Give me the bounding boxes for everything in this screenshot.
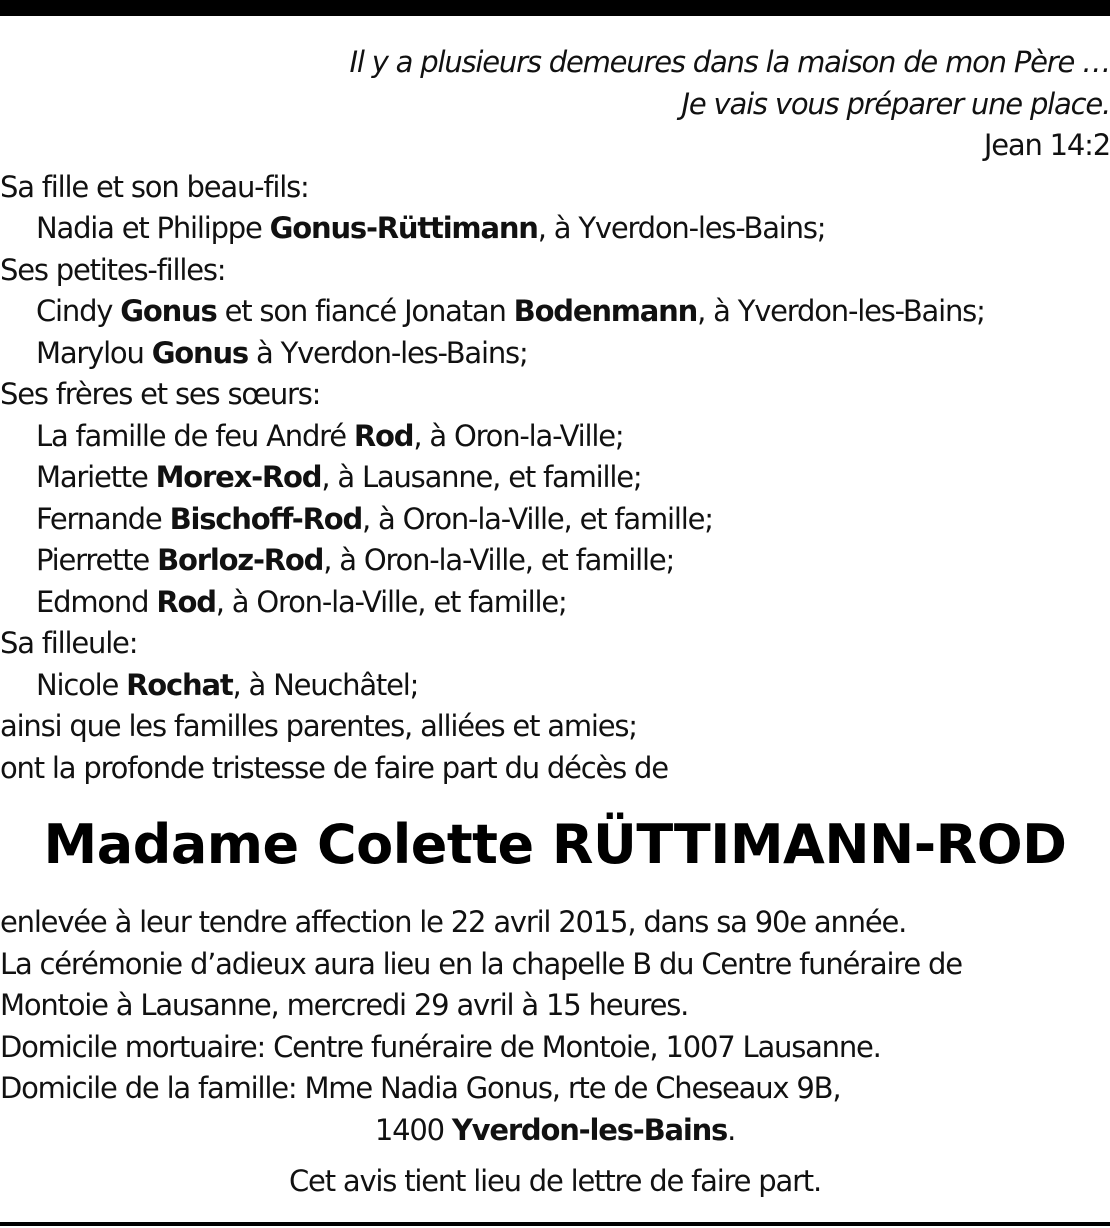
entry-location: , à Yverdon-les-Bains; (537, 211, 826, 245)
entry-location: à Yverdon-les-Bains; (247, 335, 528, 370)
entry-first-names: Mariette (36, 460, 156, 494)
top-rule (0, 0, 1110, 16)
epigraph-line-2: Je vais vous préparer une place. (681, 86, 1110, 121)
families-line: ainsi que les familles parentes, alliées et amies; (0, 709, 637, 743)
entry-first-names: La famille de feu André (36, 418, 354, 453)
address-period: . (727, 1112, 736, 1147)
entry-first-names: Nicole (36, 667, 127, 702)
entry-relation: et son fiancé Jonatan (216, 294, 514, 328)
ceremony-details (0, 902, 1110, 1151)
family-entry (0, 416, 1110, 458)
family-entry (0, 457, 1110, 499)
announcement-line: ont la profonde tristesse de faire part du décès de (0, 750, 668, 785)
obituary-notice (0, 42, 1110, 1203)
details-line-4: Domicile mortuaire: Centre funéraire de Montoie, 1007 Lausanne. (0, 1029, 881, 1064)
deceased-name: Madame Colette RÜTTIMANN-ROD (43, 813, 1067, 876)
entry-surname: Morex-Rod (155, 460, 322, 494)
family-entry (0, 291, 1110, 333)
details-line-2: La cérémonie d’adieux aura lieu en la chapelle B du Centre funéraire de (0, 946, 962, 981)
entry-location: , à Neuchâtel; (232, 667, 419, 702)
address-city: Yverdon-les-Bains (451, 1112, 728, 1147)
entry-location: , à Oron-la-Ville; (413, 418, 624, 453)
details-line-5: Domicile de la famille: Mme Nadia Gonus, rte de Cheseaux 9B, (0, 1071, 841, 1105)
entry-surname: Gonus (120, 294, 217, 328)
family-address (0, 1110, 1110, 1152)
entry-location: , à Oron-la-Ville, et famille; (215, 584, 567, 619)
entry-surname: Bischoff-Rod (169, 501, 362, 536)
epigraph-reference: Jean 14:2 (983, 128, 1110, 162)
entry-surname: Rod (156, 584, 216, 619)
family-entry (0, 208, 1110, 250)
entry-location: , à Lausanne, et famille; (321, 460, 642, 494)
entry-first-names: Edmond (36, 584, 157, 619)
entry-first-names: Nadia et Philippe (36, 211, 270, 245)
entry-first-names: Pierrette (36, 543, 158, 577)
entry-surname: Gonus-Rüttimann (269, 211, 538, 245)
entry-surname: Rochat (126, 667, 233, 702)
entry-location: , à Oron-la-Ville, et famille; (323, 543, 675, 577)
group-heading-daughter: Sa fille et son beau-fils: (0, 169, 309, 204)
family-entry (0, 499, 1110, 541)
closing-note: Cet avis tient lieu de lettre de faire part. (289, 1164, 821, 1198)
epigraph (0, 42, 1110, 167)
group-heading-goddaughter: Sa filleule: (0, 626, 138, 660)
details-line-3: Montoie à Lausanne, mercredi 29 avril à 15 heures. (0, 988, 689, 1022)
details-line-1: enlevée à leur tendre affection le 22 avril 2015, dans sa 90e année. (0, 905, 907, 939)
entry-location: , à Yverdon-les-Bains; (697, 294, 985, 328)
group-heading-granddaughters: Ses petites-filles: (0, 252, 226, 287)
family-entry (0, 582, 1110, 624)
family-entry (0, 333, 1110, 375)
entry-surname: Bodenmann (513, 294, 698, 328)
entry-first-names: Cindy (36, 294, 121, 328)
entry-surname: Rod (353, 418, 414, 453)
entry-first-names: Marylou (36, 335, 152, 370)
address-postcode: 1400 (374, 1112, 452, 1147)
entry-location: , à Oron-la-Ville, et famille; (362, 501, 713, 536)
family-entry (0, 540, 1110, 582)
family-list (0, 167, 1110, 790)
family-entry (0, 665, 1110, 707)
entry-surname: Gonus (151, 335, 248, 370)
entry-surname: Borloz-Rod (157, 543, 324, 577)
group-heading-siblings: Ses frères et ses sœurs: (0, 377, 321, 411)
epigraph-line-1: Il y a plusieurs demeures dans la maison de mon Père … (349, 45, 1110, 79)
bottom-rule (0, 1222, 1110, 1226)
entry-first-names: Fernande (36, 501, 170, 536)
